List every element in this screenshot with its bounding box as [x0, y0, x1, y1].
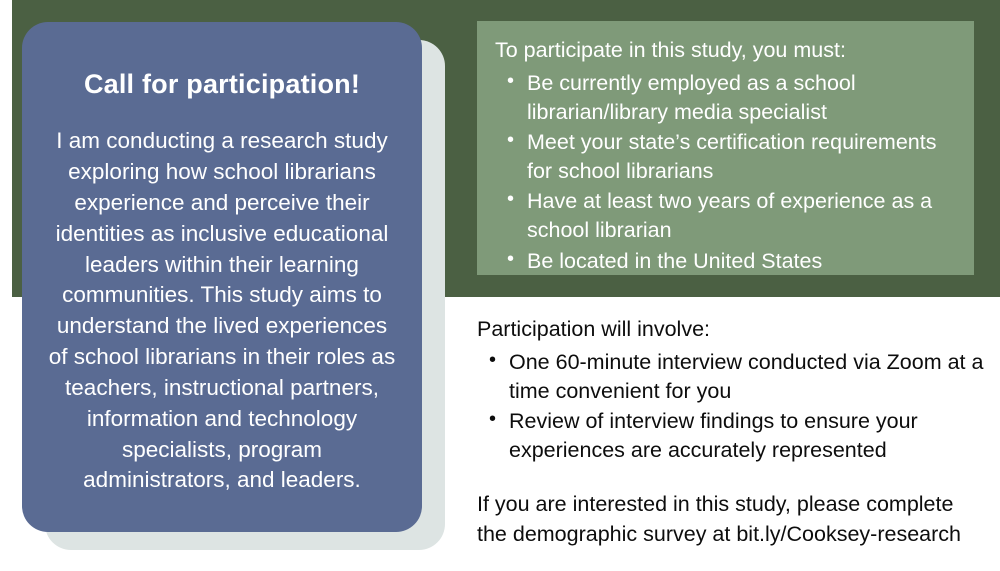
left-white-margin	[0, 0, 12, 297]
closing-text: If you are interested in this study, please complete the demographic survey at bit.ly/Cooksey-research	[477, 492, 961, 546]
participation-intro: Participation will involve:	[477, 317, 711, 341]
call-for-participation-card	[22, 22, 422, 532]
participation-list	[477, 348, 987, 464]
list-item: • Review of interview findings to ensure your experiences are accurately represented	[507, 407, 987, 464]
requirements-panel	[477, 21, 974, 275]
list-item: • Be currently employed as a school librarian/library media specialist	[525, 69, 956, 126]
call-card-title: Call for participation!	[83, 69, 361, 99]
requirements-intro: To participate in this study, you must:	[495, 38, 846, 62]
requirements-list	[495, 69, 956, 275]
list-item: • One 60-minute interview conducted via Zoom at a time convenient for you	[507, 348, 987, 405]
call-card-body: I am conducting a research study exploring how school librarians experience and perceive their identities as inclusive educational leaders within their learning communities. This study aims to understand the lived experiences of school librarians in their roles as teachers, instructional partners, information and technology specialists, program administrators, and leaders.	[48, 128, 396, 493]
participation-section	[477, 316, 987, 571]
list-item: • Have at least two years of experience as a school librarian	[525, 187, 956, 244]
list-item: • Meet your state’s certification requirements for school librarians	[525, 128, 956, 185]
list-item: • Be located in the United States	[525, 247, 956, 276]
